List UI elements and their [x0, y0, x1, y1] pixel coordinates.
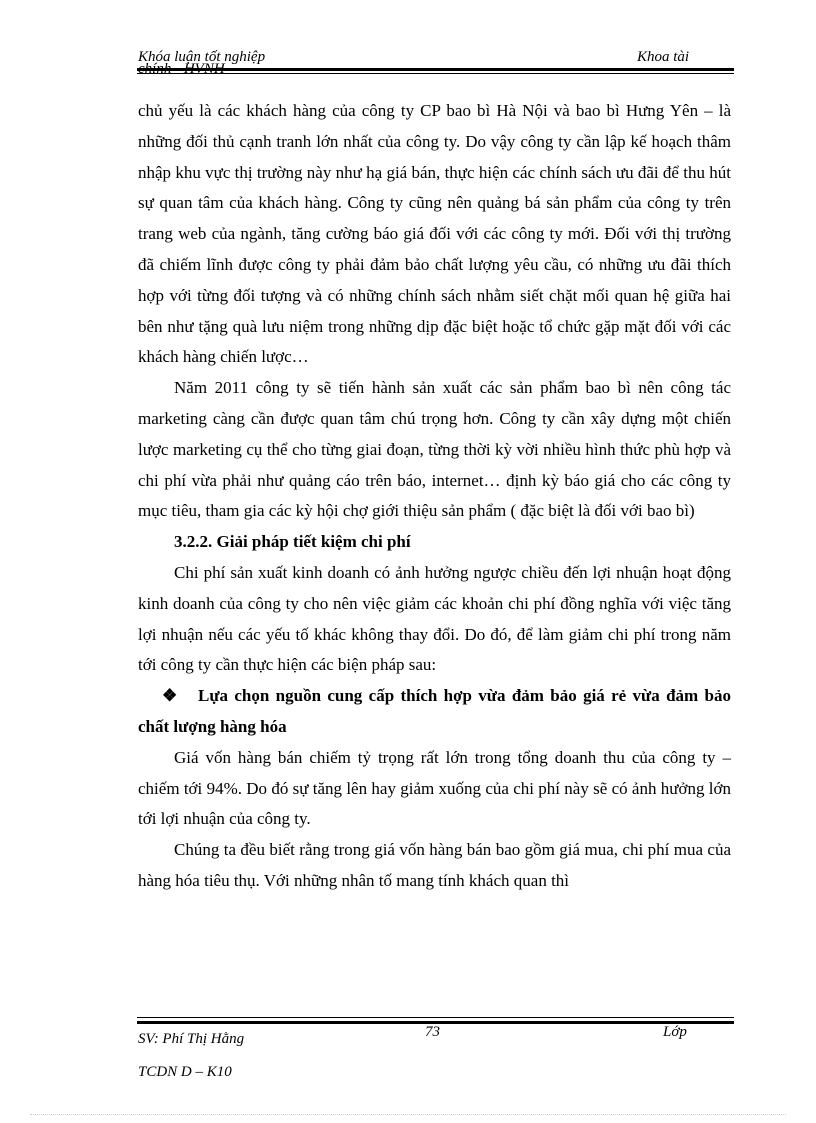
- footer-class-code: TCDN D – K10: [138, 1064, 232, 1080]
- header-rule-thick: [137, 68, 734, 71]
- diamond-bullet-icon: ❖: [162, 686, 178, 706]
- header-left: [138, 48, 338, 79]
- footer-left: [138, 1023, 244, 1089]
- paragraph: Giá vốn hàng bán chiếm tỷ trọng rất lớn trong tổng doanh thu của công ty – chiếm tới 94%. Do đó sự tăng lên hay giảm xuống của chi phí này sẽ có ảnh hưởng lớn tới lợi nhuận của công ty.: [138, 747, 731, 829]
- body-text: [138, 96, 731, 897]
- footer-class-label: Lớp: [663, 1024, 687, 1040]
- paragraph: Năm 2011 công ty sẽ tiến hành sản xuất các sản phẩm bao bì nên công tác marketing càng cần được quan tâm chú trọng hơn. Công ty cần xây dựng một chiến lược marketing cụ thể cho từng giai đoạn, từng thời kỳ vời nhiều hình thức phù hợp và chi phí vừa phải như quảng cáo trên báo, internet… định kỳ báo giá cho các công ty mục tiêu, tham gia các kỳ hội chợ giới thiệu sản phẩm ( đặc biệt là đối với bao bì): [138, 378, 731, 521]
- page-number: 73: [425, 1024, 440, 1040]
- paragraph: Chi phí sản xuất kinh doanh có ảnh hưởng ngược chiều đến lợi nhuận hoạt động kinh doanh của công ty cho nên việc giảm các khoản chi phí đồng nghĩa với việc tăng lợi nhuận nếu các yếu tố khác không thay đổi. Do đó, để làm giảm chi phí trong năm tới công ty cần thực hiện các biện pháp sau:: [138, 562, 731, 675]
- bullet-heading: [138, 681, 731, 743]
- header-title: Khóa luận tốt nghiệp: [138, 49, 266, 65]
- footer-rule-thin: [137, 1017, 734, 1018]
- header-rule-thin: [137, 73, 734, 74]
- paragraph: Chúng ta đều biết rằng trong giá vốn hàng bán bao gồm giá mua, chi phí mua của hàng hóa tiêu thụ. Với những nhân tố mang tính khách quan thì: [138, 840, 731, 890]
- header-title-continued: chính - HVNH: [138, 61, 225, 77]
- footer-student: SV: Phí Thị Hằng: [138, 1031, 245, 1047]
- bullet-heading-text: Lựa chọn nguồn cung cấp thích hợp vừa đảm bảo giá rẻ vừa đảm bảo chất lượng hàng hóa: [138, 686, 731, 736]
- header-right: Khoa tài: [637, 49, 690, 65]
- paragraph: chủ yếu là các khách hàng của công ty CP bao bì Hà Nội và bao bì Hưng Yên – là những đối thủ cạnh tranh lớn nhất của công ty. Do vậy công ty cần lập kế hoạch thâm nhập khu vực thị trường này như hạ giá bán, thực hiện các chính sách ưu đãi để thu hút sự quan tâm của khách hàng. Công ty cũng nên quảng bá sản phẩm của công ty trên trang web của ngành, tăng cường báo giá đối với các công ty mới. Đối với thị trường đã chiếm lĩnh được công ty phải đảm bảo chất lượng yêu cầu, có những ưu đãi thích hợp với từng đối tượng và có những chính sách nhằm siết chặt mối quan hệ giữa hai bên như tặng quà lưu niệm trong những dịp đặc biệt hoặc tổ chức gặp mặt đối với các khách hàng chiến lược…: [138, 101, 731, 367]
- page-edge-dots: [30, 1114, 786, 1115]
- section-heading: 3.2.2. Giải pháp tiết kiệm chi phí: [174, 532, 411, 552]
